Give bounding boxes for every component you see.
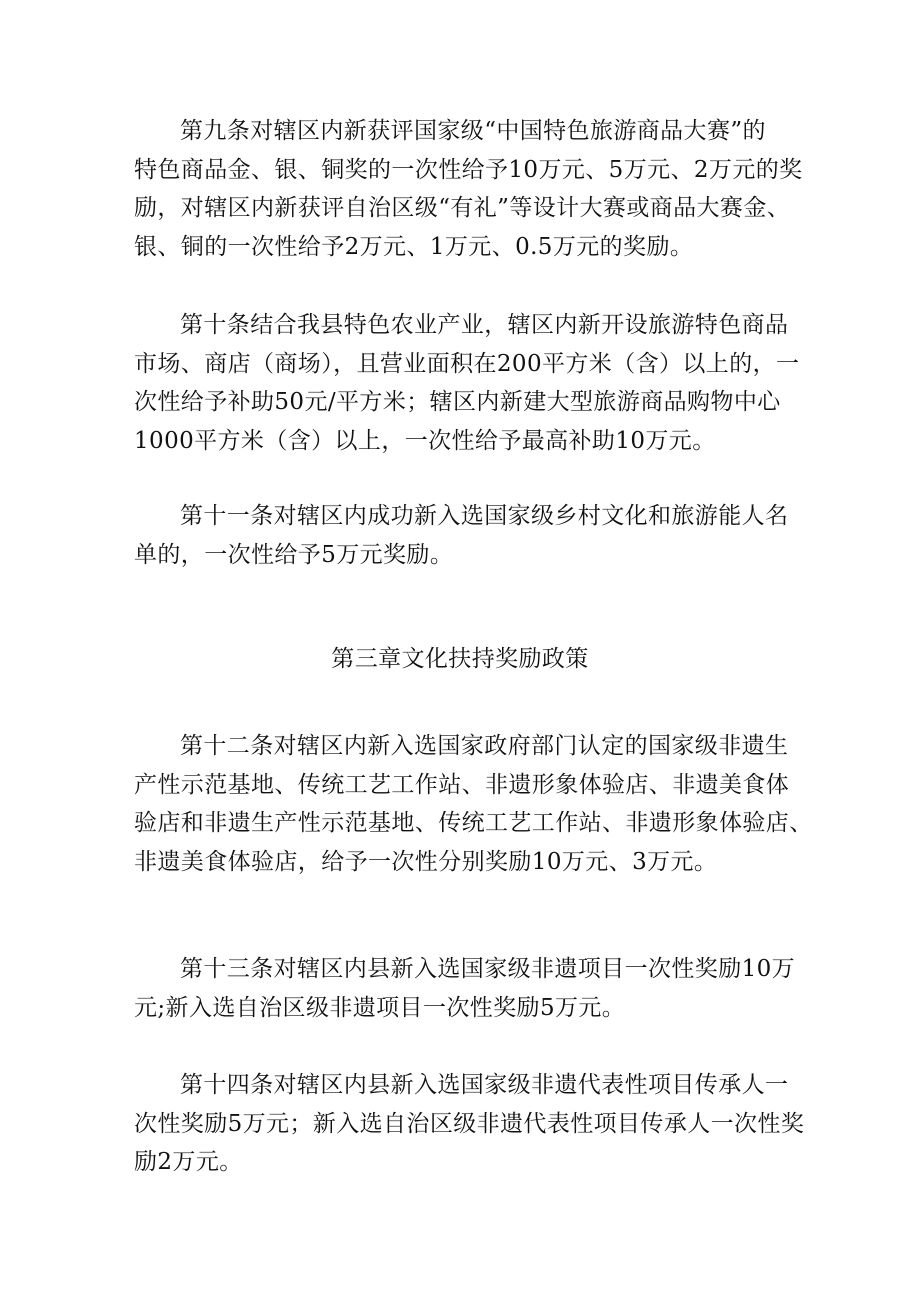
article-12-line-1: 第十二条对辖区内新入选国家政府部门认定的国家级非遗生 [180,733,789,759]
article-9-line-3: 励，对辖区内新获评自治区级“有礼”等设计大赛或商品大赛金、 [134,195,791,221]
article-13-line-2: 元;新入选自治区级非遗项目一次性奖励5万元。 [134,994,626,1021]
article-13-paragraph [134,950,794,1027]
article-10-line-2: 市场、商店（商场），且营业面积在200平方米（含）以上的，一 [134,350,800,377]
article-12-line-2: 产性示范基地、传统工艺工作站、非遗形象体验店、非遗美食体 [134,771,790,798]
article-14-paragraph [134,1066,805,1182]
article-9-line-4: 银、铜的一次性给予2万元、1万元、0.5万元的奖励。 [134,233,694,260]
article-10-line-3: 次性给予补助50元/平方米；辖区内新建大型旅游商品购物中心 [134,389,781,415]
article-11-paragraph [134,497,794,574]
article-12-line-3: 验店和非遗生产性示范基地、传统工艺工作站、非遗形象体验店、 [134,810,813,836]
chapter-heading: 第三章文化扶持奖励政策 [331,646,589,672]
article-14-line-3: 励2万元。 [134,1149,243,1175]
article-14-line-2: 次性奖励5万元；新入选自治区级非遗代表性项目传承人一次性奖 [134,1110,805,1137]
article-9-paragraph [134,112,803,266]
article-10-paragraph [134,306,800,460]
article-11-line-1: 第十一条对辖区内成功新入选国家级乡村文化和旅游能人名 [180,503,789,529]
article-14-line-1: 第十四条对辖区内县新入选国家级非遗代表性项目传承人一 [180,1072,789,1098]
article-10-line-1: 第十条结合我县特色农业产业，辖区内新开设旅游特色商品 [180,312,789,338]
article-12-paragraph [134,727,813,881]
article-9-line-2: 特色商品金、银、铜奖的一次性给予10万元、5万元、2万元的奖 [134,156,803,183]
article-13-line-1: 第十三条对辖区内县新入选国家级非遗项目一次性奖励10万 [180,956,796,982]
article-12-line-4: 非遗美食体验店，给予一次性分别奖励10万元、3万元。 [134,848,718,875]
article-9-line-1: 第九条对辖区内新获评国家级“中国特色旅游商品大赛”的 [180,118,766,144]
article-10-line-4: 1000平方米（含）以上，一次性给予最高补助10万元。 [134,427,716,454]
article-11-line-2: 单的，一次性给予5万元奖励。 [134,541,454,568]
